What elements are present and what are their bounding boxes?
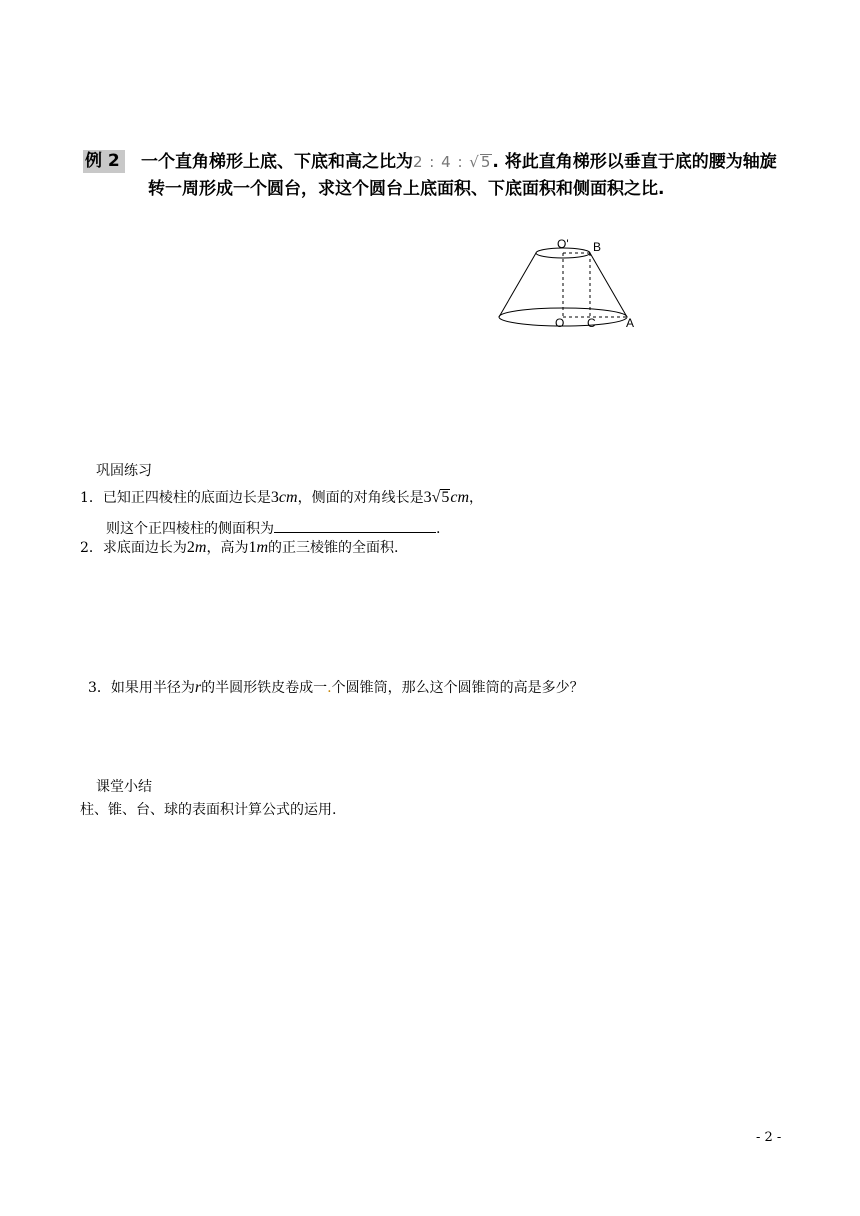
example-text-after-ratio: . 将此直角梯形以垂直于底的腰为轴旋 <box>492 152 777 172</box>
q1-val-b: 3 <box>423 489 432 506</box>
ratio-value <box>413 153 492 171</box>
ratio-numbers: 2 : 4 : <box>413 153 464 171</box>
sqrt-symbol: √5 <box>469 153 492 171</box>
q1-value-b <box>424 489 469 506</box>
q1-radicand: 5 <box>441 489 450 506</box>
label-B: B <box>593 240 602 254</box>
q2-unit-a: m <box>194 539 207 556</box>
label-C: C <box>587 316 596 330</box>
left-slant-edge <box>499 253 536 317</box>
q1-value-a <box>271 489 298 506</box>
question-2 <box>80 538 399 558</box>
q2-val-a: 2 <box>186 539 195 556</box>
question-3-number: 3． <box>88 680 111 696</box>
label-A: A <box>626 316 635 330</box>
frustum-figure <box>490 232 650 342</box>
q2-unit-b: m <box>256 539 269 556</box>
question-3 <box>88 678 584 698</box>
q2-value-a <box>187 539 207 556</box>
label-O-prime: O' <box>557 237 569 251</box>
example-line-2: 转一周形成一个圆台，求这个圆台上底面积、下底面积和侧面积之比. <box>148 179 665 199</box>
answer-blank[interactable] <box>274 518 436 533</box>
emphasis-dot: . <box>327 680 332 696</box>
q2-text-b: ，高为 <box>206 540 249 556</box>
q3-text-b: 的半圆形铁皮卷成一 <box>201 680 328 696</box>
label-O: O <box>555 316 565 330</box>
q2-value-b <box>248 539 268 556</box>
example-line-1 <box>141 151 777 173</box>
question-1-line-2 <box>106 518 440 539</box>
q2-val-b: 1 <box>248 539 257 556</box>
summary-text: 柱、锥、台、球的表面积计算公式的运用. <box>80 802 337 818</box>
q2-text-c: 的正三棱锥的全面积. <box>268 540 399 556</box>
question-1-line-1 <box>80 488 483 508</box>
q1-text-a: 已知正四棱柱的底面边长是 <box>102 490 271 506</box>
q3-var: r <box>194 679 202 696</box>
example-text-before-ratio: 一个直角梯形上底、下底和高之比为 <box>141 152 413 172</box>
q2-text-a: 求底面边长为 <box>102 540 187 556</box>
q1-unit-b: cm <box>450 489 470 506</box>
q1-line-2-end: . <box>436 521 441 537</box>
q1-line-2-text: 则这个正四棱柱的侧面积为 <box>106 521 274 537</box>
practice-heading: 巩固练习 <box>96 463 152 479</box>
question-1-number: 1． <box>80 490 103 506</box>
q3-text-a: 如果用半径为 <box>110 680 195 696</box>
example-label: 例 2 <box>83 150 125 173</box>
q1-text-b: ，侧面的对角线长是 <box>297 490 424 506</box>
q1-unit-a: cm <box>278 489 298 506</box>
q1-val-a: 3 <box>270 489 279 506</box>
q1-text-c: ， <box>469 490 484 506</box>
summary-heading: 课堂小结 <box>96 779 152 795</box>
right-slant-edge <box>590 253 627 317</box>
ratio-radicand: 5 <box>480 153 492 171</box>
question-2-number: 2． <box>80 540 103 556</box>
q3-text-c: 个圆锥筒，那么这个圆锥筒的高是多少？ <box>331 680 584 696</box>
page-number: - 2 - <box>756 1130 782 1145</box>
sqrt-symbol: √5 <box>431 489 450 506</box>
